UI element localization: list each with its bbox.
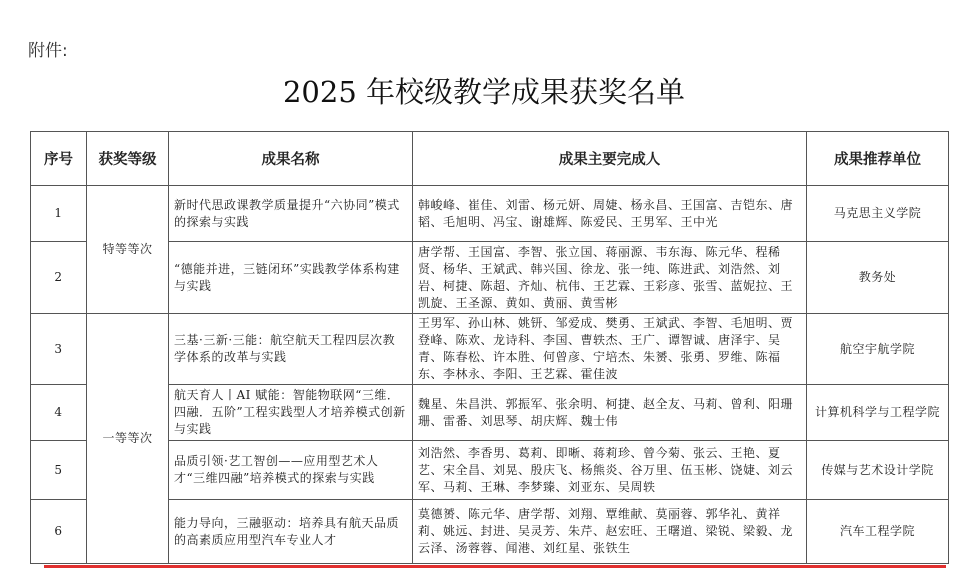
table-row [31,242,949,314]
row-name: 航天育人丨AI 赋能：智能物联网“三维．四融．五阶”工程实践型人才培养模式创新与实践 [169,385,413,441]
row-people: 魏星、朱昌洪、郭振军、张余明、柯捷、赵全友、马莉、曾利、阳珊珊、雷番、刘思琴、胡庆辉、魏士伟 [413,385,807,441]
header-name: 成果名称 [169,132,413,186]
row-name: 新时代思政课教学质量提升“六协同”模式的探索与实践 [169,186,413,242]
row-unit: 汽车工程学院 [807,500,949,564]
row-no: 6 [31,500,87,564]
header-level: 获奖等级 [87,132,169,186]
document-title: 2025 年校级教学成果获奖名单 [282,75,686,109]
table-row [31,186,949,242]
row-no: 1 [31,186,87,242]
row-people: 王男军、孙山林、姚钘、邹爱成、樊勇、王斌武、李智、毛旭明、贾登峰、陈欢、龙诗科、李国、曹轶杰、王广、谭智诚、唐泽宇、吴青、陈春松、许本胜、何曾彦、宁培杰、朱赟、张勇、罗维、陈福东、李林永、李阳、王艺霖、霍佳波 [413,314,807,385]
row-unit: 教务处 [807,242,949,314]
row-unit: 传媒与艺术设计学院 [807,441,949,500]
row-people: 莫德赟、陈元华、唐学帮、刘翔、覃维献、莫丽蓉、郭华礼、黄祥莉、姚远、封进、吴灵芳、朱芹、赵宏旺、王曙道、梁锐、梁毅、龙云泽、汤蓉蓉、闻港、刘红星、张铁生 [413,500,807,564]
table-row [31,441,949,500]
row-name: “德能并进，三链闭环”实践教学体系构建与实践 [169,242,413,314]
table-row [31,500,949,564]
table-row [31,385,949,441]
row-people: 刘浩然、李香男、葛莉、即晰、蒋莉珍、曾今菊、张云、王艳、夏艺、宋全昌、刘晃、殷庆飞、杨熊炎、谷万里、伍玉彬、饶婕、刘云军、马莉、王琳、李梦臻、刘亚东、吴周轶 [413,441,807,500]
row-people: 唐学帮、王国富、李智、张立国、蒋丽源、韦东海、陈元华、程稀贤、杨华、王斌武、韩兴国、徐龙、张一纯、陈进武、刘浩然、刘岩、柯捷、陈超、齐灿、杭伟、王艺霖、王彩彦、张雪、蓝妮拉、王凯旋、王圣源、黄如、黄丽、黄雪彬 [413,242,807,314]
row-no: 3 [31,314,87,385]
table-header-row [31,132,949,186]
row-unit: 航空宇航学院 [807,314,949,385]
row-name: 三基·三新·三能：航空航天工程四层次教学体系的改革与实践 [169,314,413,385]
red-divider-line [44,565,946,568]
row-unit: 计算机科学与工程学院 [807,385,949,441]
row-level: 一等等次 [87,314,169,564]
table-row [31,314,949,385]
row-no: 4 [31,385,87,441]
header-unit: 成果推荐单位 [807,132,949,186]
awards-table [30,131,949,564]
row-level: 特等等次 [87,186,169,314]
attachment-label: 附件: [28,41,68,61]
row-unit: 马克思主义学院 [807,186,949,242]
row-name: 能力导向，三融驱动：培养具有航天品质的高素质应用型汽车专业人才 [169,500,413,564]
row-people: 韩峻峰、崔佳、刘雷、杨元妍、周婕、杨永昌、王国富、吉铠东、唐韬、毛旭明、冯宝、谢雄辉、陈爱民、王男军、王中光 [413,186,807,242]
header-people: 成果主要完成人 [413,132,807,186]
row-no: 2 [31,242,87,314]
row-name: 品质引领·艺工智创——应用型艺术人才“三维四融”培养模式的探索与实践 [169,441,413,500]
header-no: 序号 [31,132,87,186]
row-no: 5 [31,441,87,500]
